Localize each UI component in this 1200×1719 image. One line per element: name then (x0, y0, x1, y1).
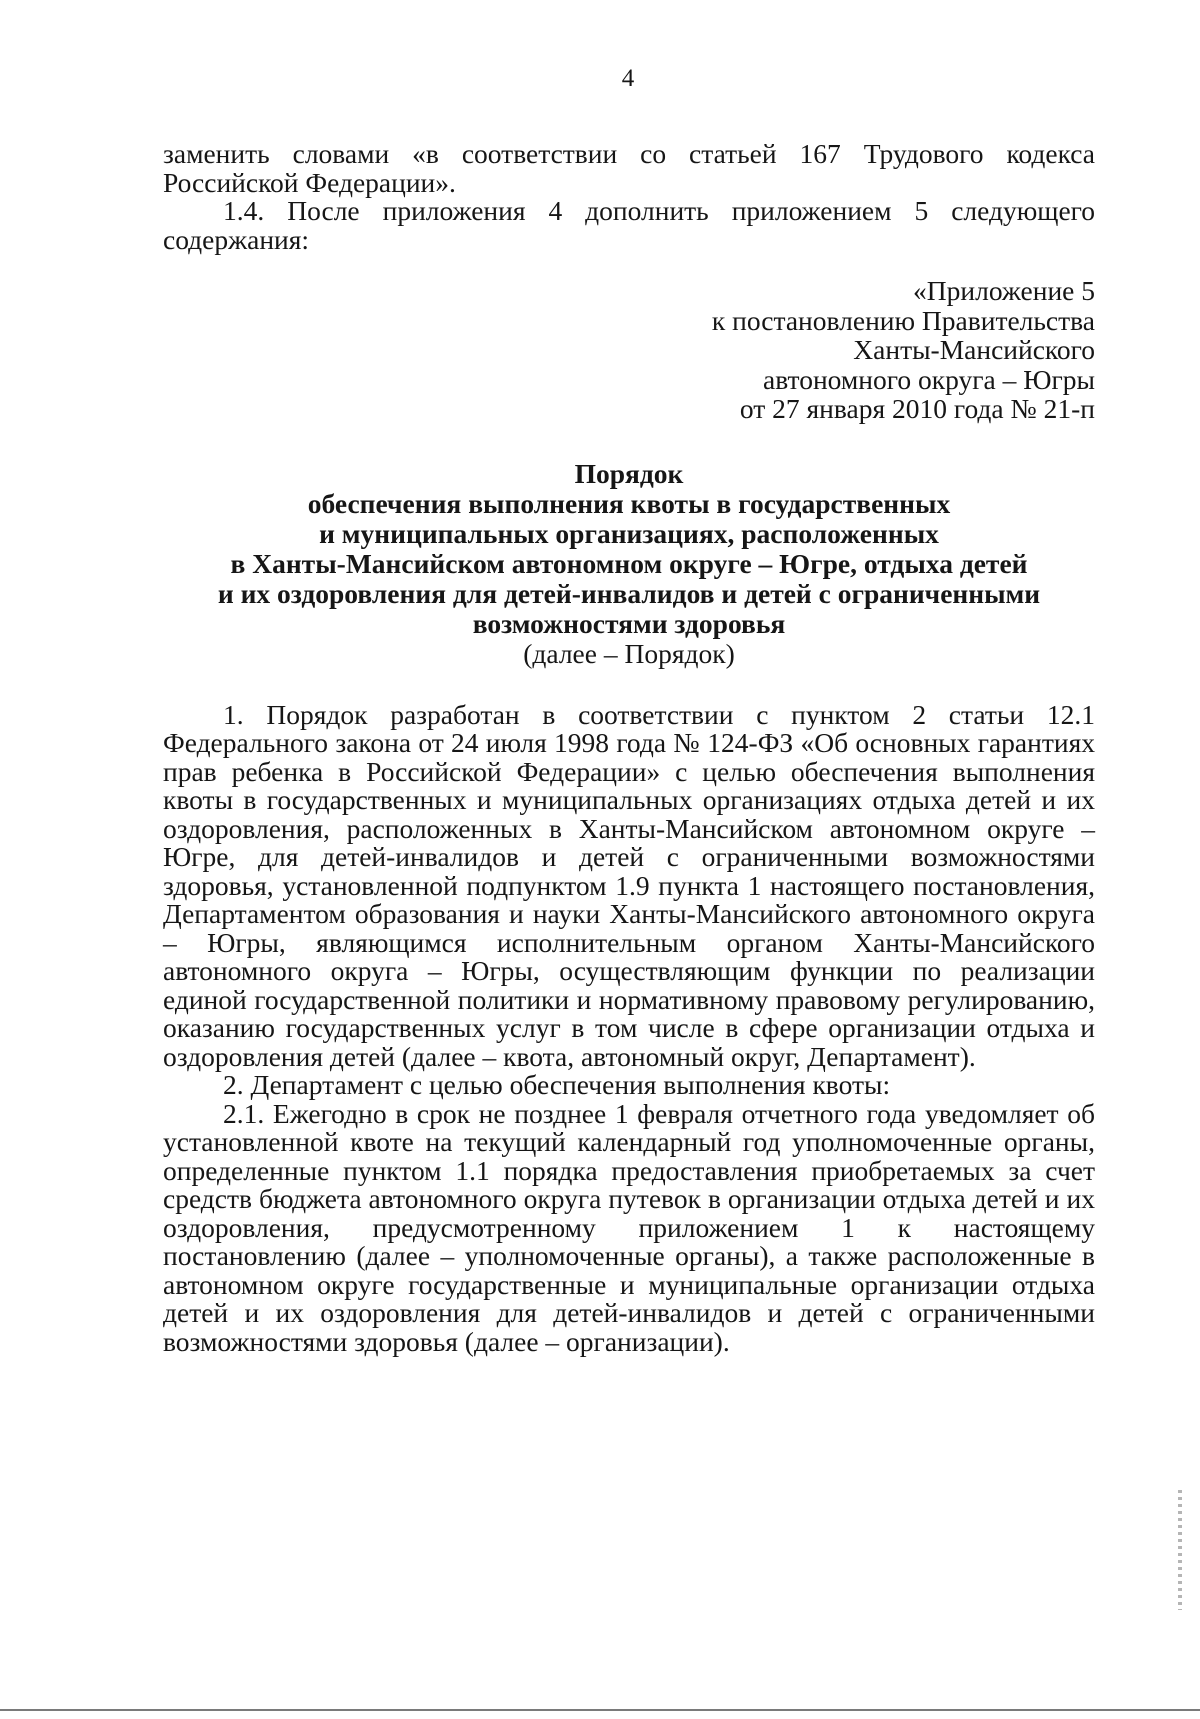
procedure-section (163, 698, 1095, 1357)
appendix-reference (163, 276, 1095, 424)
appendix-line: автономного округа – Югры (763, 363, 1095, 395)
appendix-line: Ханты-Мансийского (853, 334, 1095, 365)
title-line: и муниципальных организациях, расположенных (319, 517, 939, 549)
appendix-line: к постановлению Правительства (711, 304, 1095, 336)
document-body (163, 140, 1095, 1356)
page-number: 4 (621, 65, 635, 92)
title-subtitle: (далее – Порядок) (523, 637, 735, 669)
title-heading: Порядок (574, 457, 684, 489)
scan-bottom-edge (0, 1709, 1200, 1711)
title-line: и их оздоровления для детей-инвалидов и детей с ограниченными (217, 577, 1041, 609)
item-1-4-paragraph: 1.4. После приложения 4 дополнить приложением 5 следующего содержания: (163, 195, 1095, 255)
title-line: возможностями здоровья (472, 607, 786, 639)
document-title (163, 459, 1095, 669)
paragraph-2-1: 2.1. Ежегодно в срок не позднее 1 февраля отчетного года уведомляет об установленной квоте на текущий календарный год уполномоченные органы, определенные пунктом 1.1 порядка предоставления приобретаемых за счет средств бюджета автономного округа путевок в организации отдыха детей и их оздоровления, предусмотренному приложением 1 к настоящему постановлению (далее – уполномоченные органы), а также расположенные в автономном округе государственные и муниципальные организации отдыха детей и их оздоровления для детей-инвалидов и детей с ограниченными возможностями здоровья (далее – организации). (163, 1097, 1095, 1357)
appendix-line: «Приложение 5 (913, 275, 1095, 306)
title-line: в Ханты-Мансийском автономном округе – Югре, отдыха детей (230, 547, 1028, 579)
appendix-line: от 27 января 2010 года № 21-п (739, 393, 1095, 424)
paragraph-1: 1. Порядок разработан в соответствии с пунктом 2 статьи 12.1 Федерального закона от 24 июля 1998 года № 124-ФЗ «Об основных гарантиях прав ребенка в Российской Федерации» с целью обеспечения выполнения квоты в государственных и муниципальных организациях отдыха детей и их оздоровления, расположенных в Ханты-Мансийском автономном округе – Югре, для детей-инвалидов и детей с ограниченными возможностями здоровья, установленной подпунктом 1.9 пункта 1 настоящего постановления, Департаментом образования и науки Ханты-Мансийского автономного округа – Югры, являющимся исполнительным органом Ханты-Мансийского автономного округа – Югры, осуществляющим функции по реализации единой государственной политики и нормативному правовому регулированию, оказанию государственных услуг в том числе в сфере организации отдыха и оздоровления детей (далее – квота, автономный округ, Департамент). (163, 698, 1095, 1072)
title-line: обеспечения выполнения квоты в государственных (307, 487, 951, 519)
continuation-paragraph: заменить словами «в соответствии со статьей 167 Трудового кодекса Российской Федерации». (163, 138, 1095, 198)
paragraph-2: 2. Департамент с целью обеспечения выполнения квоты: (223, 1069, 891, 1100)
scan-edge-mark (1178, 1490, 1182, 1610)
